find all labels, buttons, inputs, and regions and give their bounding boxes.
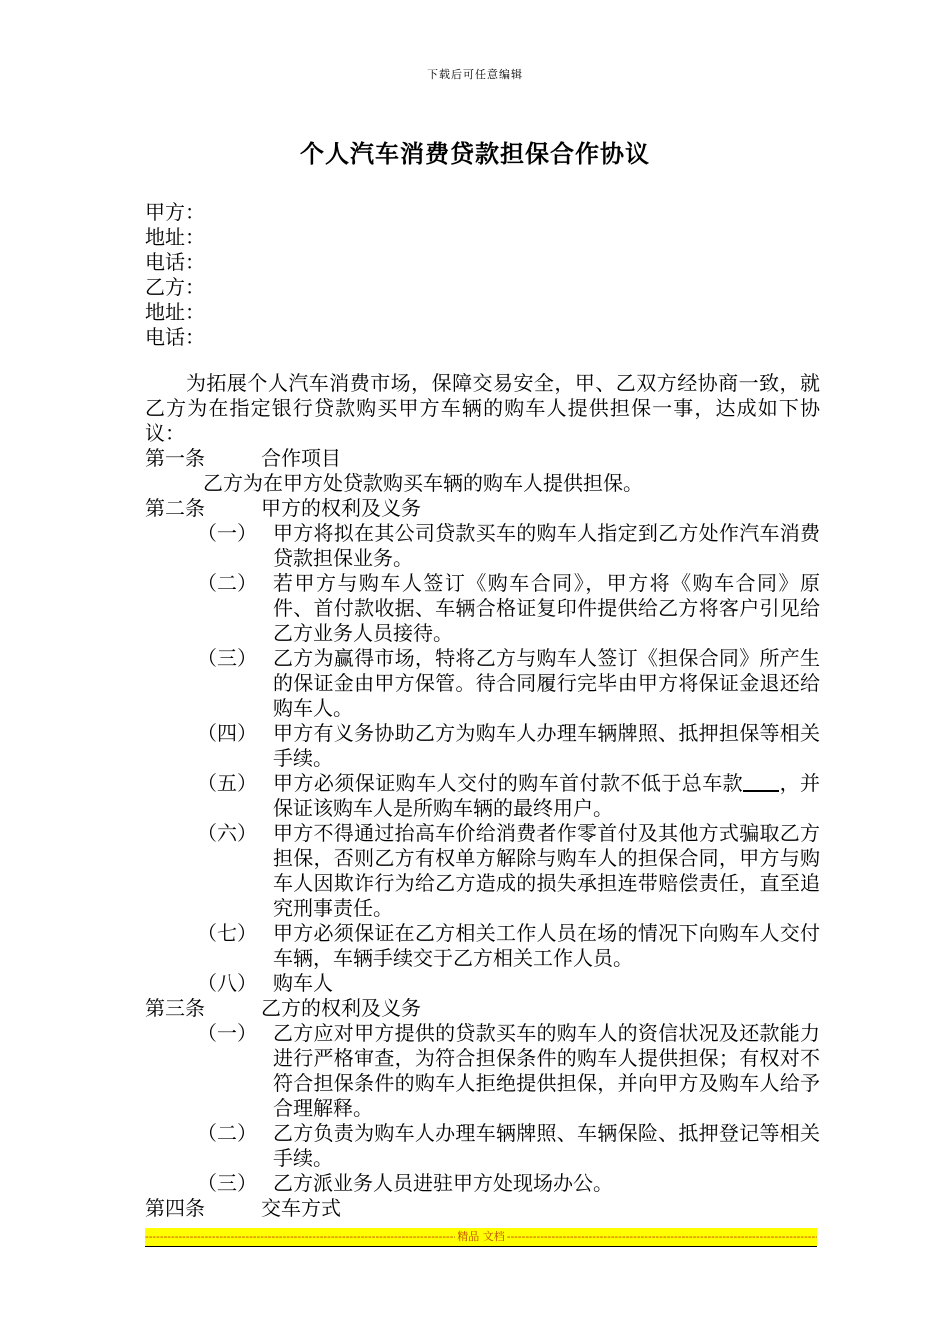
article-4-number: 第四条: [145, 1196, 205, 1220]
clause-text: 购车人: [273, 971, 333, 995]
article-2-clause-5: [145, 771, 820, 821]
document-title: 个人汽车消费贷款担保合作协议: [300, 139, 650, 168]
article-2-clause-2: [145, 571, 820, 646]
article-2-number: 第二条: [145, 496, 205, 520]
footer-banner: [145, 1228, 817, 1247]
clause-number: （三）: [197, 646, 257, 670]
clause-text-part-a: 甲方必须保证购车人交付的购车首付款不低于总车款: [273, 771, 744, 795]
clause-number: （七）: [197, 921, 257, 945]
party-a-address-label: 地址：: [145, 225, 205, 249]
article-3-number: 第三条: [145, 996, 205, 1020]
clause-text: 乙方派业务人员进驻甲方处现场办公。: [273, 1171, 613, 1195]
article-3-title: 乙方的权利及义务: [261, 996, 421, 1020]
footer-dash-left: [145, 1228, 455, 1246]
intro-paragraph: 为拓展个人汽车消费市场，保障交易安全，甲、乙双方经协商一致，就乙方为在指定银行贷款购买甲方车辆的购车人提供担保一事，达成如下协议：: [145, 371, 820, 445]
clause-number: （八）: [197, 971, 257, 995]
article-2-clause-7: [145, 921, 820, 971]
article-3-clause-1: [145, 1021, 820, 1121]
clause-text: 若甲方与购车人签订《购车合同》，甲方将《购车合同》原件、首付款收据、车辆合格证复印件提供给乙方将客户引见给乙方业务人员接待。: [273, 571, 820, 645]
header-note: 下载后可任意编辑: [427, 68, 523, 81]
article-2-clause-8: [145, 971, 820, 996]
footer-label: 精品 文档: [457, 1230, 505, 1243]
clause-text: [273, 771, 820, 821]
article-3-clause-3: [145, 1171, 820, 1196]
clause-text: 甲方将拟在其公司贷款买车的购车人指定到乙方处作汽车消费贷款担保业务。: [273, 521, 820, 570]
clause-number: （一）: [197, 521, 257, 545]
clause-text: 甲方不得通过抬高车价给消费者作零首付及其他方式骗取乙方担保，否则乙方有权单方解除与购车人的担保合同，甲方与购车人因欺诈行为给乙方造成的损失承担连带赔偿责任，直至追究刑事责任。: [273, 821, 820, 920]
article-3-clause-2: [145, 1121, 820, 1171]
clause-text: 乙方负责为购车人办理车辆牌照、车辆保险、抵押登记等相关手续。: [273, 1121, 820, 1170]
clause-text: 乙方应对甲方提供的贷款买车的购车人的资信状况及还款能力进行严格审查，为符合担保条件的购车人提供担保；有权对不符合担保条件的购车人拒绝提供担保，并向甲方及购车人给予合理解释。: [273, 1021, 820, 1120]
article-2-clause-6: [145, 821, 820, 921]
article-2-clause-3: [145, 646, 820, 721]
article-1-number: 第一条: [145, 446, 205, 470]
article-1-heading: [145, 446, 820, 471]
clause-text: 甲方必须保证在乙方相关工作人员在场的情况下向购车人交付车辆，车辆手续交于乙方相关工作人员。: [273, 921, 820, 970]
party-a-phone-label: 电话：: [145, 250, 205, 274]
fill-in-blank: [765, 772, 779, 792]
agreement-body: [145, 371, 820, 1221]
clause-number: （三）: [197, 1171, 257, 1195]
party-b-address-label: 地址：: [145, 300, 205, 324]
article-2-clause-1: [145, 521, 820, 571]
clause-text-part-b: ，并保证该购车人是所购车辆的最终用户。: [273, 771, 821, 820]
clause-number: （五）: [197, 771, 257, 795]
article-1-title: 合作项目: [261, 446, 341, 470]
party-b-phone-label: 电话：: [145, 325, 205, 349]
clause-number: （二）: [197, 571, 257, 595]
clause-number: （二）: [197, 1121, 257, 1145]
party-b-label: 乙方：: [145, 275, 205, 299]
article-2-clause-4: [145, 721, 820, 771]
party-a-label: 甲方：: [145, 200, 205, 224]
article-1-text: 乙方为在甲方处贷款购买车辆的购车人提供担保。: [203, 471, 643, 495]
footer-dash-right: [507, 1228, 817, 1246]
article-2-heading: [145, 496, 820, 521]
article-4-heading: [145, 1196, 820, 1221]
clause-number: （一）: [197, 1021, 257, 1045]
clause-text: 甲方有义务协助乙方为购车人办理车辆牌照、抵押担保等相关手续。: [273, 721, 820, 770]
article-2-title: 甲方的权利及义务: [261, 496, 421, 520]
article-4-title: 交车方式: [261, 1196, 341, 1220]
clause-text: 乙方为赢得市场，特将乙方与购车人签订《担保合同》所产生的保证金由甲方保管。待合同履行完毕由甲方将保证金退还给购车人。: [273, 646, 820, 720]
fill-in-blank: [743, 772, 765, 792]
clause-number: （四）: [197, 721, 257, 745]
clause-number: （六）: [197, 821, 257, 845]
parties-block: [145, 200, 205, 350]
article-3-heading: [145, 996, 820, 1021]
